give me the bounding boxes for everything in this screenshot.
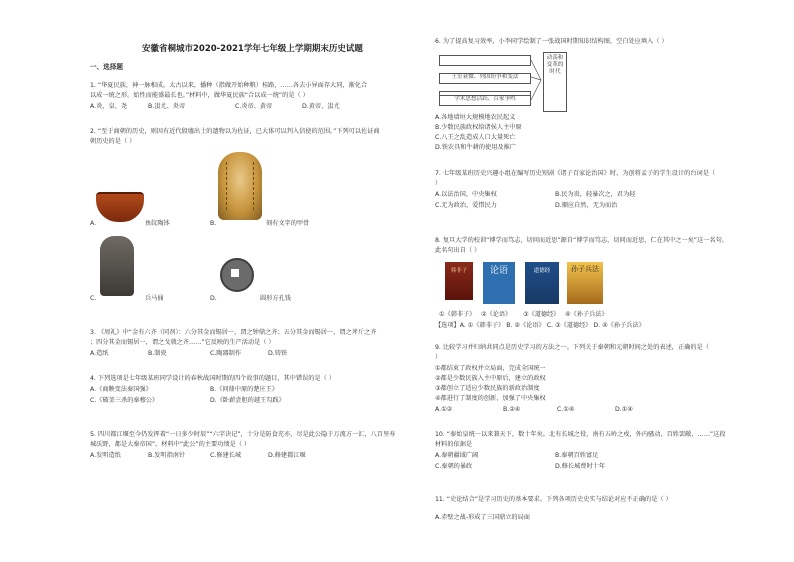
q4-stem: 4. 下列选项是七年级某班同学设计的春秋战国时期的四个故事的题目，其中错误的是（ ）: [90, 375, 335, 382]
q3-option-c[interactable]: C.陶器制作: [210, 350, 242, 357]
q6-diagram-arrows: [531, 55, 543, 107]
q8-stem-line2: 此名句出自（ ）: [435, 247, 481, 254]
q8-caption-4: ④《孙子兵法》: [565, 311, 608, 318]
q2-option-a-caption: 鱼纹陶钵: [145, 220, 170, 227]
left-column: [90, 0, 396, 459]
q5-option-a[interactable]: A.发明造纸: [90, 452, 121, 459]
q8-stem-line1: 8. 复旦大学的校训“博学而笃志，切问而近思”源自“博学而笃志，切问而近思，仁在其中之一矣”这一名句。: [435, 237, 728, 244]
section-heading: 一、选择题: [90, 63, 123, 71]
q6-diagram-box-1: [439, 55, 531, 66]
q9-option-b[interactable]: B.②④: [503, 406, 521, 413]
q1-option-a[interactable]: A.炎、皇、尧: [90, 103, 128, 110]
q7-stem-line1: 7. 七年级某班历史兴趣小组在编写历史短剧《诸子百家论治国》时，为创将孟子的学生设计的台词是（: [435, 170, 716, 177]
q2-option-c-label[interactable]: C.: [90, 295, 97, 302]
q10-stem-line1: 10. “秦始皇统一以来兼天下，数十年矣。北有长城之役，南有五岭之戍，外内骚动，百姓罢敝，……”这段: [435, 431, 726, 438]
q9-option-a[interactable]: A.①②: [435, 406, 453, 413]
round-square-hole-coin-image: [220, 258, 254, 292]
q4-option-c[interactable]: C.《破釜三杀的秦穆公》: [90, 397, 159, 404]
q11-option-a[interactable]: A.赤壁之战-形成了三国鼎立的局面: [435, 514, 530, 521]
q9-item-2: ②都是少数民族入主中原后，建立的政权: [435, 375, 546, 382]
q5-stem-line2: 城沃野，都是大秦帝国”。材料中“此公”的主要功绩是（ ）: [90, 441, 251, 448]
oracle-bone-image: [218, 152, 262, 220]
q3-option-d[interactable]: D.铸铁: [268, 350, 288, 357]
terracotta-warrior-image: [100, 236, 134, 296]
q2-stem-line2: 朝历史的是（ ）: [90, 138, 136, 145]
q3-option-b[interactable]: B.制瓷: [148, 350, 167, 357]
q2-option-b-label[interactable]: B.: [210, 220, 217, 227]
q9-item-3: ③都创立了适应少数民族的新政治制度: [435, 385, 540, 392]
q5-stem-line1: 5. 四川都江堰至今仍发挥着“一日多少时辰”“六字诀记”，十分是防食充亦，尽是此公隐于万流方一汇，八百里寿: [90, 431, 396, 438]
book-daodejing-title: 道德经: [533, 268, 551, 274]
book-sunzi-image: [567, 262, 603, 304]
q1-option-d[interactable]: D.黄帝、蚩尤: [302, 103, 340, 110]
q1-option-b[interactable]: B.蚩尤、炎帝: [148, 103, 186, 110]
book-daodejing-image: [525, 262, 559, 304]
q6-option-a[interactable]: A.各地墙垣大规模地农民起义: [435, 114, 516, 121]
q8-caption-2: ②《论语》: [481, 311, 512, 318]
q4-option-a[interactable]: A.《商鞅变法秦国强》: [90, 386, 152, 393]
book-lunyu-image: [483, 262, 515, 304]
q3-stem-line2: ；四分其金而锡居一，谓之戈戟之齐……”它反映的生产活动是（ ）: [90, 339, 275, 346]
q4-option-b[interactable]: B.《问鼎中原的楚庄王》: [210, 386, 279, 393]
q1-option-c[interactable]: C.炎帝、黄帝: [235, 103, 273, 110]
q1-stem-line2: 以成一统之形。始性而能盛最长也。”材料中，做华夏民族“合以成一统”的是（ ）: [90, 92, 309, 99]
q2-option-c-caption: 兵马俑: [145, 295, 164, 302]
q8-options[interactable]: 【选项】A. ①《韩非子》 B. ②《论语》 C. ③《道德经》 D. ④《孙子兵法》: [435, 322, 645, 329]
q7-option-d[interactable]: D.顺应自然，无为而治: [555, 202, 618, 209]
q9-stem-line2: ）: [435, 354, 442, 361]
q2-option-b-caption: 刻有文字的甲骨: [266, 220, 310, 227]
q6-diagram-box-2: 王室衰微、列国纷争和变法: [439, 73, 531, 84]
q10-option-b[interactable]: B.秦朝百姓富足: [555, 452, 599, 459]
book-lunyu-title: 论语: [489, 266, 508, 276]
q2-option-d-caption: 圆形方孔钱: [260, 295, 291, 302]
q10-option-d[interactable]: D.修长城费时十年: [555, 463, 606, 470]
q10-option-c[interactable]: C.秦朝的暴政: [435, 463, 473, 470]
q6-option-c[interactable]: C.八王之乱造成人口大量死亡: [435, 134, 516, 141]
q11-stem: 11. “史论结合”是学习历史的基本要求。下列各项历史史实与结论对应不正确的是（ ）: [435, 496, 672, 503]
q9-item-4: ④都进行了制度的创新，加强了中央集权: [435, 395, 546, 402]
q9-option-d[interactable]: D.①④: [615, 406, 633, 413]
q8-caption-3: ③《道德经》: [523, 311, 560, 318]
book-hanfeizi-image: [445, 262, 473, 300]
q9-option-c[interactable]: C.①④: [557, 406, 575, 413]
q6-diagram-box-4: 学术思想活跃、百家争鸣: [439, 95, 531, 106]
q6-option-b[interactable]: B.少数民族政权给诸侯人主中原: [435, 124, 522, 131]
q1-stem-line1: 1. “华夏民族，神一脉相成。太古以来，播种（指做开始种粮）桂路，……各去小异面存大同，渐化合: [90, 82, 368, 89]
q7-option-a[interactable]: A.以法治国，中央集权: [435, 191, 497, 198]
page-title: 安徽省桐城市2020-2021学年七年级上学期期末历史试题: [142, 44, 363, 54]
painted-pottery-bowl-image: [96, 192, 144, 222]
q5-option-d[interactable]: D.修建都江堰: [268, 452, 306, 459]
q6-diagram-side-box: 动荡和变革的时代: [543, 52, 567, 112]
q6-option-d[interactable]: D.铁农具和牛耕的使用及推广: [435, 144, 516, 151]
q7-option-b[interactable]: B.民为贵，轻暴次之，君为轻: [555, 191, 636, 198]
q2-option-d-label[interactable]: D.: [210, 295, 217, 302]
book-hanfeizi-title: 韩非子: [450, 268, 468, 274]
q9-item-1: ①都结束了政权并立局面，完成全国统一: [435, 365, 546, 372]
q5-option-c[interactable]: C.修建长城: [210, 452, 242, 459]
q8-caption-1: ①《韩非子》: [439, 311, 476, 318]
q10-option-a[interactable]: A.秦朝疆域广阔: [435, 452, 479, 459]
q9-stem-line1: 9. 比较学习并归纳共同点是历史学习的方法之一。下列关于秦朝和元朝时间之处的表述，正确的是（: [435, 344, 709, 351]
q10-stem-line2: 材料的依据是: [435, 441, 473, 448]
book-sunzi-title: 孙子兵法: [571, 265, 599, 273]
q5-option-b[interactable]: B.发明指南针: [148, 452, 186, 459]
q6-stem: 6. 为了提高复习效率，小李同学绘制了一张战国时期知识结构图，空白处应填入（ ）: [435, 38, 668, 45]
q2-stem-line1: 2. “至于商朝的历史，则因有近代殷墟出土的遗物以为佐证，已大体可以判入信使的范围。”下列可以佐证商: [90, 128, 380, 135]
q7-option-c[interactable]: C.无为政治，爱惜民力: [435, 202, 497, 209]
q4-option-d[interactable]: D.《卧薪尝胆的越王勾践》: [210, 397, 285, 404]
q3-option-a[interactable]: A.造纸: [90, 350, 109, 357]
q3-stem-line1: 3. 《周礼》中“金有六齐（同剂）：六分其金而锡居一，谓之钟鼎之齐；五分其金而锡居一，谓之斧斤之齐: [90, 329, 377, 336]
q2-option-a-label[interactable]: A.: [90, 220, 97, 227]
q7-stem-line2: ）: [435, 180, 442, 187]
